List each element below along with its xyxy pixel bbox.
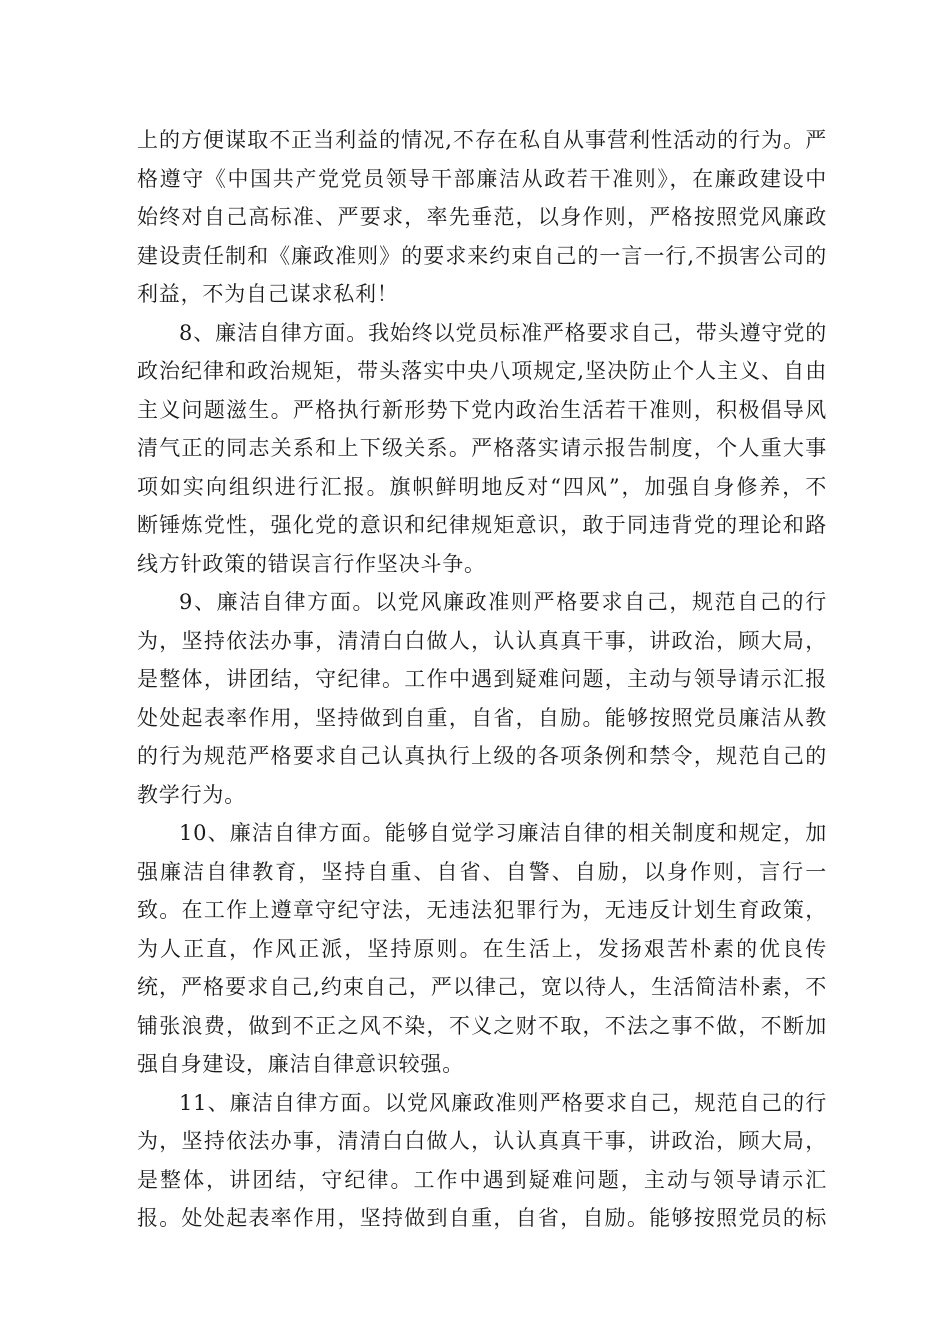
- paragraph-8-start: 8、廉洁自律方面。我始终以党员标准严格要求自己，带头遵守党的: [179, 320, 827, 345]
- text-line: 是整体，讲团结，守纪律。工作中遇到疑难问题，主动与领导请示汇报: [137, 667, 827, 691]
- text-line: 清气正的同志关系和上下级关系。严格落实请示报告制度，个人重大事: [137, 436, 827, 460]
- text-line: 是整体，讲团结，守纪律。工作中遇到疑难问题，主动与领导请示汇: [137, 1167, 827, 1192]
- text-line: 利益，不为自己谋求私利！: [137, 282, 399, 306]
- paragraph-10-start: 10、廉洁自律方面。能够自觉学习廉洁自律的相关制度和规定，加: [179, 821, 827, 845]
- text-line: 统，严格要求自己,约束自己，严以律己，宽以待人，生活简洁朴素，不: [137, 975, 827, 999]
- text-line: 处处起表率作用，坚持做到自重，自省，自励。能够按照党员廉洁从教: [137, 705, 827, 730]
- text-line: 主义问题滋生。严格执行新形势下党内政治生活若干准则，积极倡导风: [137, 397, 827, 422]
- text-line: 建设责任制和《廉政准则》的要求来约束自己的一言一行,不损害公司的: [137, 243, 827, 268]
- paragraph-9-start: 9、廉洁自律方面。以党风廉政准则严格要求自己，规范自己的行: [179, 590, 827, 614]
- text-line: 线方针政策的错误言行作坚决斗争。: [137, 551, 486, 576]
- text-line: 为，坚持依法办事，清清白白做人，认认真真干事，讲政治，顾大局，: [137, 1129, 827, 1153]
- text-line: 始终对自己高标准、严要求，率先垂范，以身作则，严格按照党风廉政: [137, 205, 827, 229]
- text-line: 报。处处起表率作用，坚持做到自重，自省，自励。能够按照党员的标: [137, 1206, 827, 1230]
- text-line: 为人正直，作风正派，坚持原则。在生活上，发扬艰苦朴素的优良传: [137, 936, 827, 961]
- text-line: 格遵守《中国共产党党员领导干部廉洁从政若干准则》，在廉政建设中: [137, 166, 827, 191]
- text-line: 教学行为。: [137, 782, 246, 807]
- paragraph-11-start: 11、廉洁自律方面。以党风廉政准则严格要求自己，规范自己的行: [179, 1090, 827, 1115]
- text-line: 铺张浪费，做到不正之风不染，不义之财不取，不法之事不做，不断加: [137, 1013, 827, 1038]
- document-body: [137, 121, 827, 1238]
- text-line: 政治纪律和政治规矩，带头落实中央八项规定,坚决防止个人主义、自由: [137, 359, 827, 383]
- text-line: 为，坚持依法办事，清清白白做人，认认真真干事，讲政治，顾大局，: [137, 628, 827, 653]
- text-line: 的行为规范严格要求自己认真执行上级的各项条例和禁令，规范自己的: [137, 744, 827, 768]
- text-line: 项如实向组织进行汇报。旗帜鲜明地反对“四风”，加强自身修养，不: [137, 474, 827, 499]
- text-line: 致。在工作上遵章守纪守法，无违法犯罪行为，无违反计划生育政策，: [137, 898, 827, 922]
- text-line: 上的方便谋取不正当利益的情况,不存在私自从事营利性活动的行为。严: [137, 128, 827, 152]
- text-line: 强廉洁自律教育，坚持自重、自省、自警、自励，以身作则，言行一: [137, 859, 827, 884]
- text-line: 断锤炼党性，强化党的意识和纪律规矩意识，敢于同违背党的理论和路: [137, 513, 827, 537]
- text-line: 强自身建设，廉洁自律意识较强。: [137, 1052, 464, 1076]
